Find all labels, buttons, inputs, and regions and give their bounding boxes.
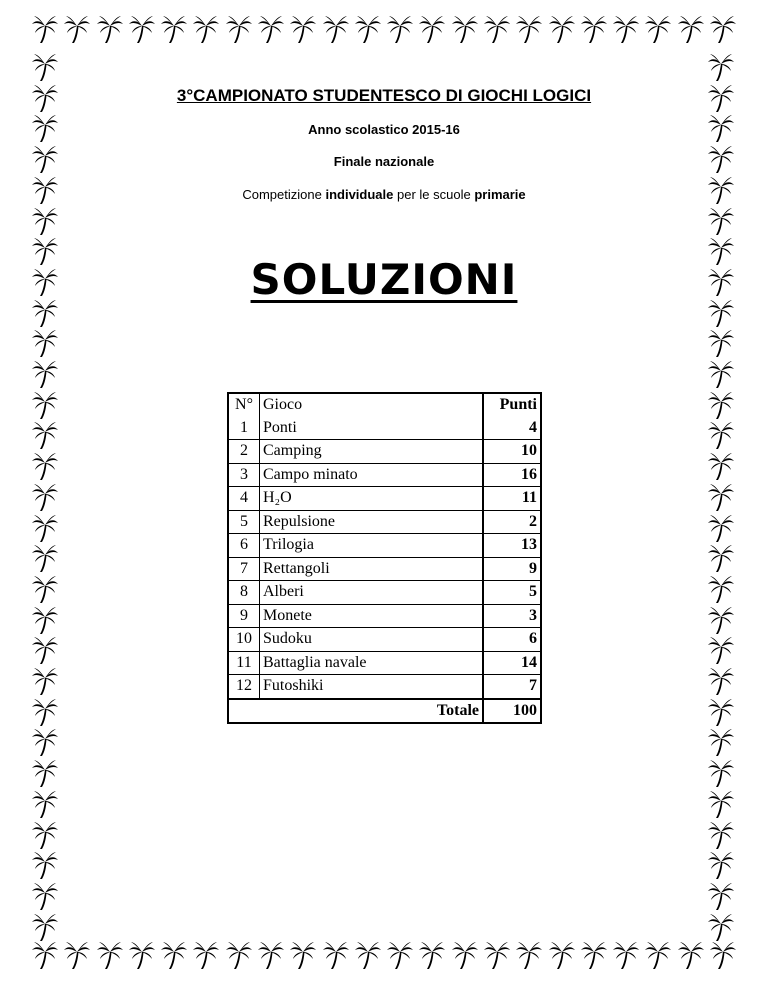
row-game: Sudoku [260,628,484,652]
palm-tree-icon [706,451,736,481]
stage-label: Finale nazionale [333,154,435,169]
row-points: 2 [483,510,541,534]
palm-tree-icon [676,14,706,44]
palm-tree-icon [706,543,736,573]
table-row [228,463,541,487]
palm-tree-icon [706,420,736,450]
palm-tree-icon [191,14,221,44]
palm-tree-icon [30,390,60,420]
palm-tree-icon [288,14,318,44]
palm-tree-icon [706,328,736,358]
palm-tree-icon [127,14,157,44]
row-number: 12 [228,675,260,699]
row-points: 14 [483,651,541,675]
palm-tree-icon [30,789,60,819]
palm-tree-icon [643,940,673,970]
row-points: 3 [483,604,541,628]
row-points: 13 [483,534,541,558]
row-number: 10 [228,628,260,652]
palm-tree-icon [482,14,512,44]
palm-tree-icon [706,574,736,604]
solutions-heading: SOLUZIONI [250,255,518,304]
palm-tree-icon [643,14,673,44]
row-game: Battaglia navale [260,651,484,675]
palm-tree-icon [191,940,221,970]
row-number: 2 [228,440,260,464]
palm-tree-icon [579,940,609,970]
palm-tree-icon [579,14,609,44]
palm-tree-icon [706,820,736,850]
total-value: 100 [483,699,541,724]
palm-tree-icon [30,940,60,970]
palm-tree-icon [482,940,512,970]
palm-tree-icon [30,574,60,604]
table-row [228,628,541,652]
total-row [228,699,541,724]
palm-tree-icon [547,940,577,970]
palm-tree-icon [417,14,447,44]
palm-tree-icon [30,635,60,665]
palm-tree-icon [547,14,577,44]
palm-tree-icon [256,14,286,44]
row-points: 11 [483,487,541,511]
palm-tree-icon [385,14,415,44]
palm-tree-icon [706,789,736,819]
palm-tree-icon [706,359,736,389]
palm-tree-icon [706,605,736,635]
palm-tree-icon [417,940,447,970]
palm-tree-icon [706,850,736,880]
row-game: Campo minato [260,463,484,487]
row-number: 11 [228,651,260,675]
palm-tree-icon [706,52,736,82]
palm-tree-icon [30,605,60,635]
palm-tree-icon [30,881,60,911]
document-title: 3°CAMPIONATO STUDENTESCO DI GIOCHI LOGICI [176,86,592,105]
row-game: Rettangoli [260,557,484,581]
palm-tree-icon [30,206,60,236]
row-points: 10 [483,440,541,464]
table-row [228,557,541,581]
palm-tree-icon [30,697,60,727]
palm-tree-icon [30,359,60,389]
palm-tree-icon [159,14,189,44]
row-number: 6 [228,534,260,558]
row-number: 7 [228,557,260,581]
row-number: 1 [228,417,260,440]
row-points: 9 [483,557,541,581]
palm-tree-icon [30,513,60,543]
school-year: Anno scolastico 2015-16 [308,122,460,137]
header-num: N° [228,393,260,417]
palm-tree-icon [62,14,92,44]
row-number: 5 [228,510,260,534]
row-game: Trilogia [260,534,484,558]
palm-tree-icon [321,940,351,970]
palm-tree-icon [30,420,60,450]
palm-tree-icon [706,482,736,512]
palm-tree-icon [224,940,254,970]
palm-tree-icon [706,697,736,727]
palm-tree-icon [30,727,60,757]
row-game: Camping [260,440,484,464]
palm-tree-icon [706,513,736,543]
row-points: 5 [483,581,541,605]
palm-tree-icon [30,666,60,696]
total-label: Totale [228,699,483,724]
palm-border-left [30,52,66,942]
row-game: Monete [260,604,484,628]
palm-tree-icon [611,940,641,970]
table-row [228,604,541,628]
row-number: 8 [228,581,260,605]
palm-tree-icon [514,14,544,44]
row-points: 6 [483,628,541,652]
table-header-row [228,393,541,417]
palm-tree-icon [30,543,60,573]
table-row [228,487,541,511]
palm-tree-icon [706,758,736,788]
table-row [228,581,541,605]
palm-tree-icon [706,881,736,911]
palm-tree-icon [30,328,60,358]
palm-tree-icon [256,940,286,970]
palm-tree-icon [706,206,736,236]
palm-tree-icon [30,912,60,942]
header-game: Gioco [260,393,484,417]
row-number: 4 [228,487,260,511]
palm-tree-icon [676,940,706,970]
palm-border-top [30,14,738,50]
table-row [228,651,541,675]
palm-tree-icon [30,850,60,880]
palm-tree-icon [127,940,157,970]
competition-description: Competizione individuale per le scuole primarie [242,187,526,202]
row-number: 9 [228,604,260,628]
palm-tree-icon [706,390,736,420]
palm-tree-icon [30,758,60,788]
row-game: Futoshiki [260,675,484,699]
palm-tree-icon [353,14,383,44]
scores-table [227,392,542,724]
palm-tree-icon [224,14,254,44]
palm-tree-icon [514,940,544,970]
palm-border-right [706,52,742,942]
palm-tree-icon [288,940,318,970]
table-row [228,510,541,534]
row-number: 3 [228,463,260,487]
row-game: Alberi [260,581,484,605]
palm-tree-icon [708,14,738,44]
table-row [228,440,541,464]
palm-tree-icon [708,940,738,970]
table-row [228,417,541,440]
row-game: Ponti [260,417,484,440]
row-game: Repulsione [260,510,484,534]
palm-tree-icon [30,451,60,481]
header-points: Punti [499,396,537,414]
palm-tree-icon [353,940,383,970]
palm-tree-icon [611,14,641,44]
palm-tree-icon [62,940,92,970]
palm-tree-icon [30,820,60,850]
palm-tree-icon [706,912,736,942]
row-points: 7 [483,675,541,699]
palm-tree-icon [706,666,736,696]
table-row [228,675,541,699]
palm-tree-icon [450,940,480,970]
palm-tree-icon [159,940,189,970]
row-points: 16 [483,463,541,487]
palm-tree-icon [450,14,480,44]
row-game: H₂O [260,487,484,511]
palm-tree-icon [30,482,60,512]
palm-tree-icon [321,14,351,44]
palm-tree-icon [706,635,736,665]
table-row [228,534,541,558]
palm-tree-icon [95,14,125,44]
palm-tree-icon [30,52,60,82]
palm-tree-icon [30,14,60,44]
palm-border-bottom [30,940,738,976]
row-points: 4 [529,418,537,436]
palm-tree-icon [95,940,125,970]
palm-tree-icon [706,727,736,757]
palm-tree-icon [385,940,415,970]
